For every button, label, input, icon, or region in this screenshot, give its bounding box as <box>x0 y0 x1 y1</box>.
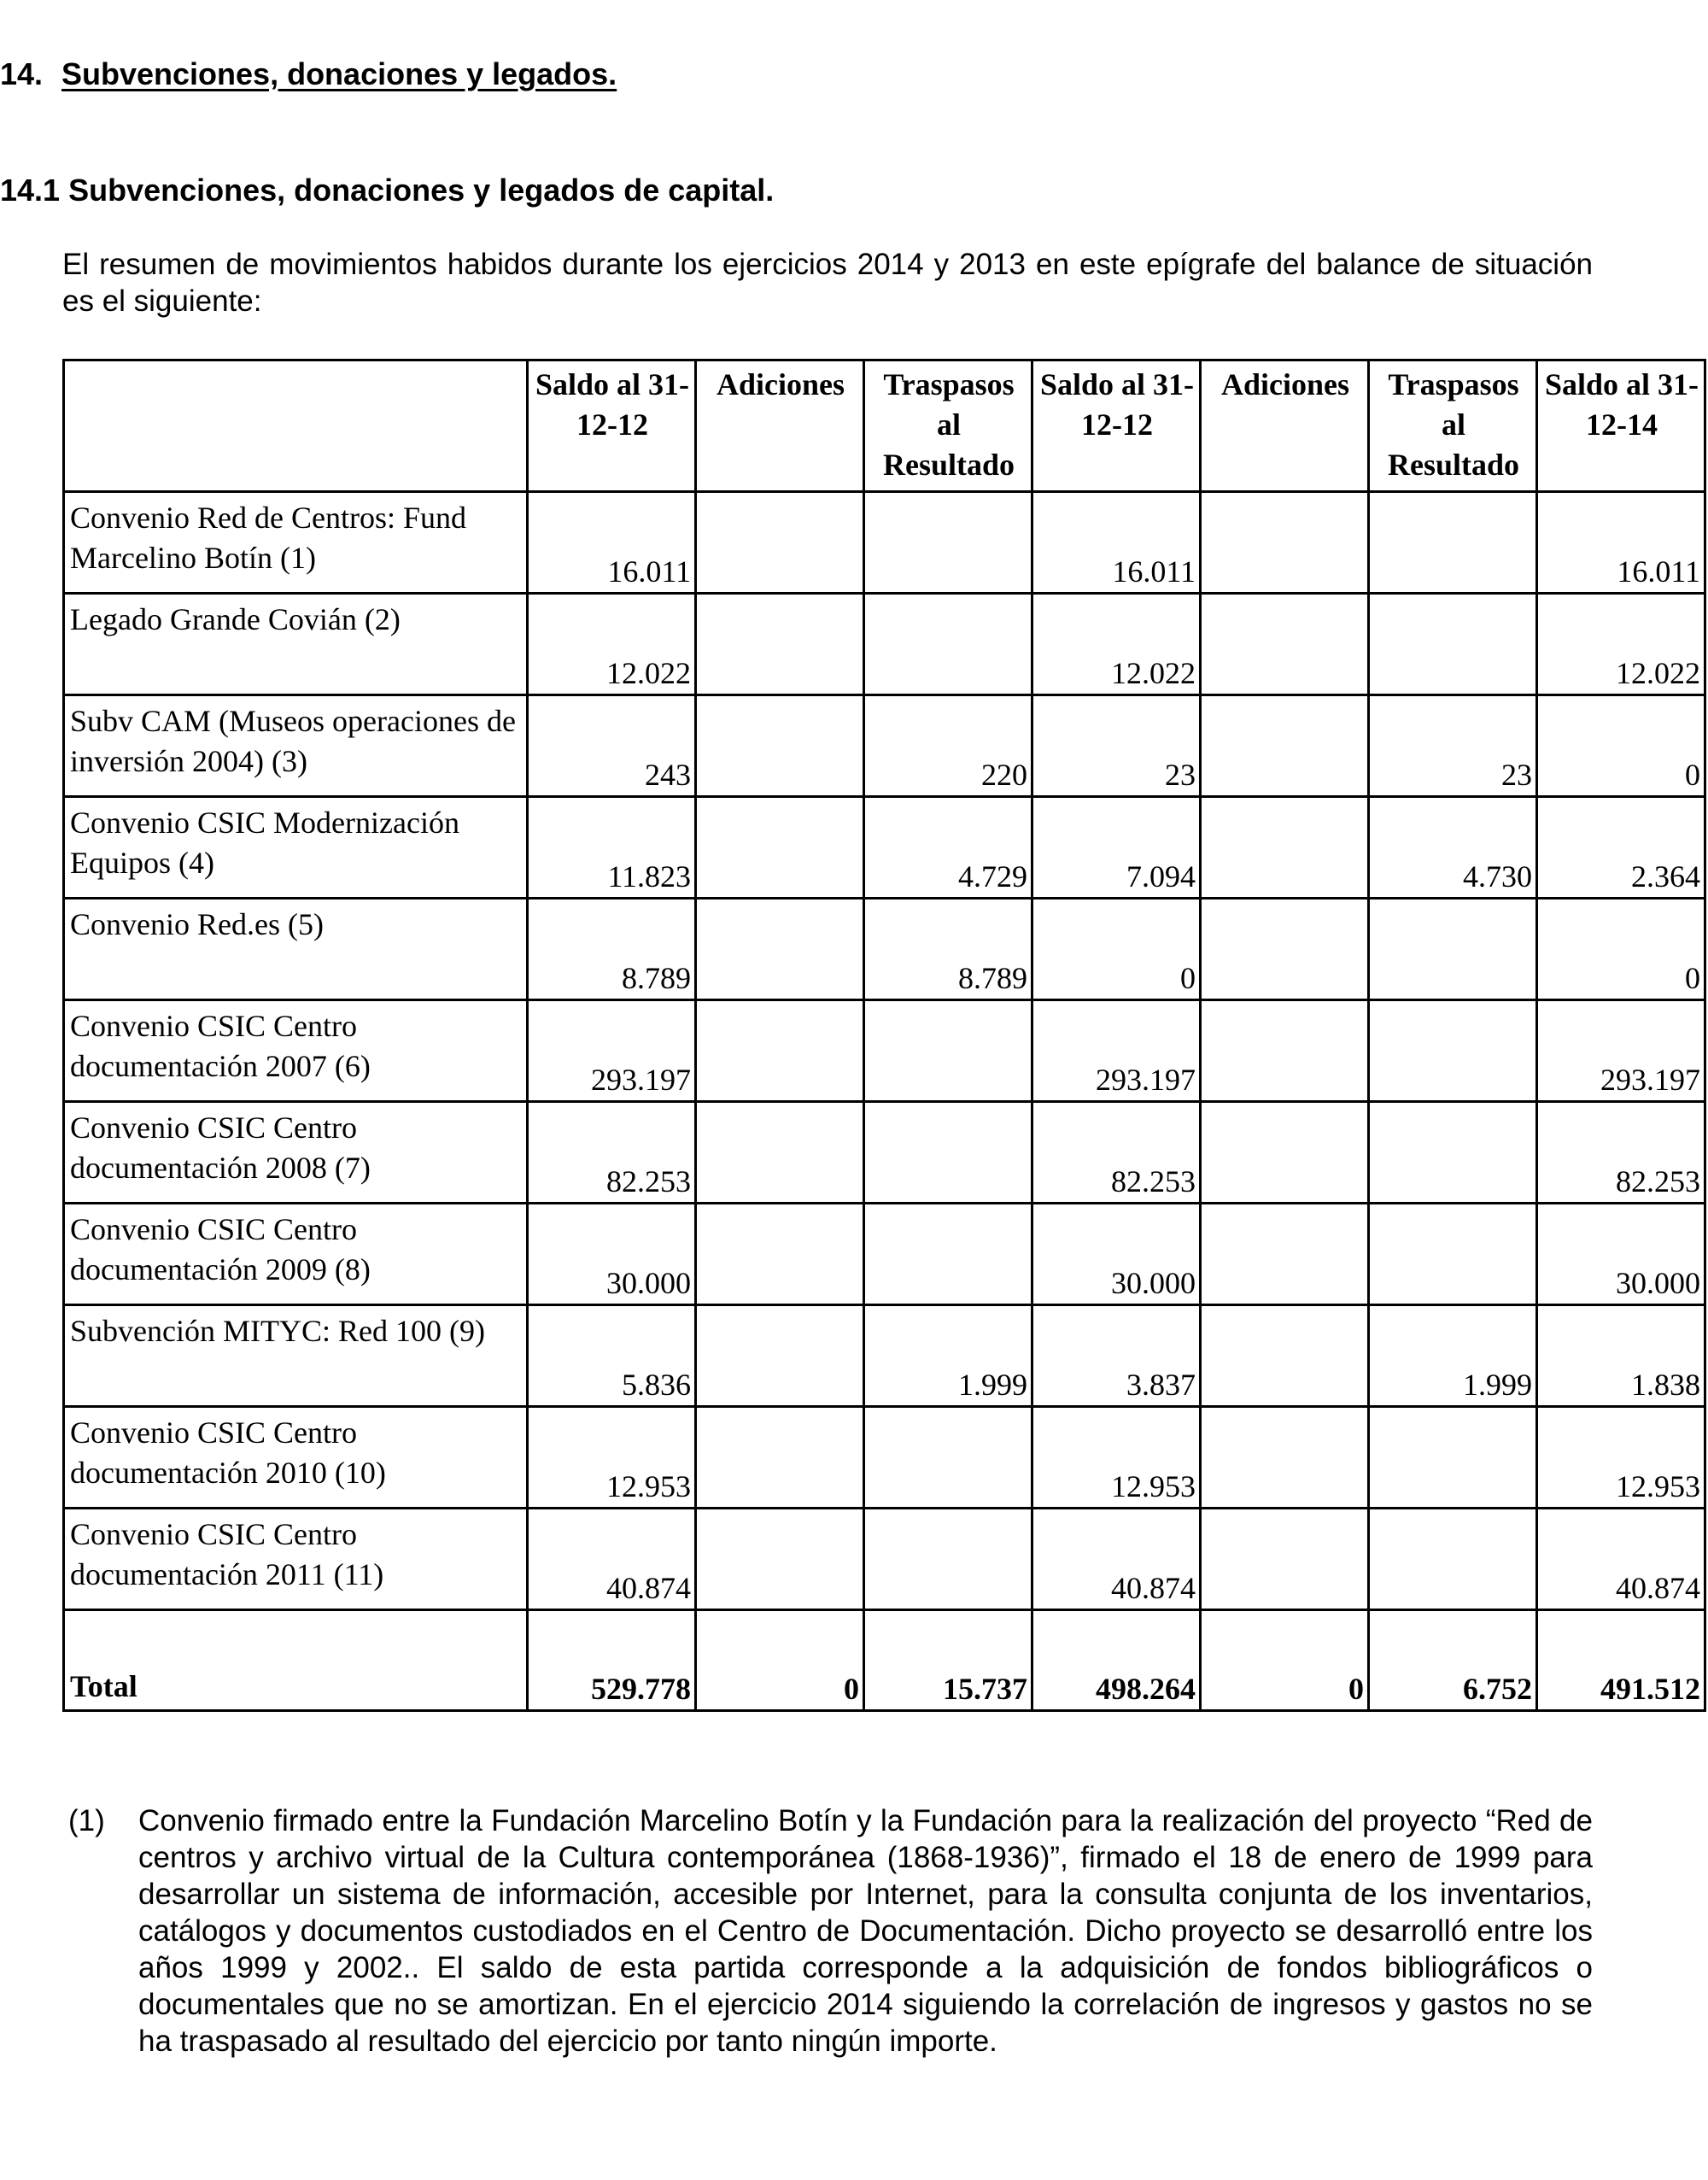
table-header-row <box>64 360 1705 492</box>
total-value-cell: 529.778 <box>528 1610 696 1711</box>
value-cell: 30.000 <box>528 1204 696 1305</box>
value-cell: 8.789 <box>864 899 1032 1000</box>
value-cell: 12.022 <box>528 594 696 695</box>
value-cell: 40.874 <box>1537 1509 1705 1610</box>
total-value-cell: 15.737 <box>864 1610 1032 1711</box>
value-cell: 82.253 <box>1032 1102 1201 1204</box>
value-cell: 4.729 <box>864 797 1032 899</box>
table-row <box>64 1102 1705 1204</box>
value-cell <box>1201 1407 1369 1509</box>
value-cell <box>1201 594 1369 695</box>
value-cell: 82.253 <box>1537 1102 1705 1204</box>
value-cell <box>1369 1509 1537 1610</box>
value-cell <box>864 1509 1032 1610</box>
value-cell: 82.253 <box>528 1102 696 1204</box>
table-row <box>64 1509 1705 1610</box>
table-row <box>64 492 1705 594</box>
column-header: Saldo al 31-12-12 <box>1032 360 1201 492</box>
value-cell <box>696 1102 864 1204</box>
value-cell: 1.999 <box>864 1305 1032 1407</box>
value-cell: 293.197 <box>1032 1000 1201 1102</box>
value-cell <box>864 492 1032 594</box>
value-cell <box>864 1000 1032 1102</box>
value-cell <box>696 492 864 594</box>
value-cell: 11.823 <box>528 797 696 899</box>
value-cell: 23 <box>1032 695 1201 797</box>
total-value-cell: 0 <box>696 1610 864 1711</box>
table-row <box>64 1000 1705 1102</box>
value-cell <box>864 1204 1032 1305</box>
value-cell <box>1201 1509 1369 1610</box>
value-cell: 0 <box>1032 899 1201 1000</box>
value-cell: 293.197 <box>1537 1000 1705 1102</box>
column-header: Saldo al 31-12-12 <box>528 360 696 492</box>
value-cell <box>1201 899 1369 1000</box>
row-label: Subvención MITYC: Red 100 (9) <box>64 1305 528 1407</box>
value-cell <box>1369 1204 1537 1305</box>
value-cell: 5.836 <box>528 1305 696 1407</box>
value-cell: 2.364 <box>1537 797 1705 899</box>
table-row <box>64 1204 1705 1305</box>
column-header: Saldo al 31-12-14 <box>1537 360 1705 492</box>
value-cell <box>1369 594 1537 695</box>
section-number: 14. <box>0 56 44 91</box>
value-cell <box>1201 695 1369 797</box>
value-cell: 7.094 <box>1032 797 1201 899</box>
footnote-marker: (1) <box>68 1804 105 1837</box>
value-cell <box>1201 797 1369 899</box>
value-cell <box>1369 899 1537 1000</box>
footnote-text: Convenio firmado entre la Fundación Marcelino Botín y la Fundación para la realización del proyecto “Red de centros y archivo virtual de la Cultura contemporánea (1868-1936)”, firmado el 18 de enero de 1999 para desarrollar un sistema de información, accesible por Internet, para la consulta conjunta de los inventarios, catálogos y documentos custodiados en el Centro de Documentación. Dicho proyecto se desarrolló entre los años 1999 y 2002.. El saldo de esta partida corresponde a la adquisición de fondos bibliográficos o documentales que no se amortizan. En el ejercicio 2014 siguiendo la correlación de ingresos y gastos no se ha traspasado al resultado del ejercicio por tanto ningún importe. <box>138 1804 1593 2058</box>
value-cell: 30.000 <box>1537 1204 1705 1305</box>
total-value-cell: 498.264 <box>1032 1610 1201 1711</box>
value-cell: 293.197 <box>528 1000 696 1102</box>
value-cell: 23 <box>1369 695 1537 797</box>
table-row <box>64 1407 1705 1509</box>
row-label: Convenio CSIC Centro documentación 2007 (6) <box>64 1000 528 1102</box>
table-total-row <box>64 1610 1705 1711</box>
value-cell <box>1369 1407 1537 1509</box>
value-cell: 16.011 <box>1537 492 1705 594</box>
footnote-1 <box>68 1802 1593 2060</box>
section-title: Subvenciones, donaciones y legados. <box>61 56 617 91</box>
value-cell <box>1201 1305 1369 1407</box>
column-header: Adiciones <box>1201 360 1369 492</box>
total-label: Total <box>64 1610 528 1711</box>
value-cell <box>696 1407 864 1509</box>
row-label: Convenio CSIC Centro documentación 2009 (8) <box>64 1204 528 1305</box>
row-label: Convenio Red de Centros: Fund Marcelino Botín (1) <box>64 492 528 594</box>
value-cell: 12.953 <box>1537 1407 1705 1509</box>
value-cell <box>1369 1000 1537 1102</box>
value-cell: 3.837 <box>1032 1305 1201 1407</box>
value-cell <box>696 899 864 1000</box>
value-cell: 4.730 <box>1369 797 1537 899</box>
value-cell <box>1369 492 1537 594</box>
header-blank-cell <box>64 360 528 492</box>
row-label: Subv CAM (Museos operaciones de inversión 2004) (3) <box>64 695 528 797</box>
value-cell <box>1201 1000 1369 1102</box>
total-value-cell: 0 <box>1201 1610 1369 1711</box>
intro-paragraph: El resumen de movimientos habidos durante los ejercicios 2014 y 2013 en este epígrafe del balance de situación es el siguiente: <box>62 248 1593 318</box>
table-row <box>64 594 1705 695</box>
table-row <box>64 1305 1705 1407</box>
value-cell <box>1201 492 1369 594</box>
value-cell: 12.022 <box>1537 594 1705 695</box>
total-value-cell: 491.512 <box>1537 1610 1705 1711</box>
subsection-title: 14.1 Subvenciones, donaciones y legados de capital. <box>0 173 775 208</box>
row-label: Legado Grande Covián (2) <box>64 594 528 695</box>
value-cell: 12.953 <box>528 1407 696 1509</box>
column-header: Adiciones <box>696 360 864 492</box>
table-row <box>64 695 1705 797</box>
row-label: Convenio CSIC Modernización Equipos (4) <box>64 797 528 899</box>
row-label: Convenio Red.es (5) <box>64 899 528 1000</box>
value-cell <box>1369 1102 1537 1204</box>
value-cell: 30.000 <box>1032 1204 1201 1305</box>
column-header: Traspasos al Resultado <box>864 360 1032 492</box>
value-cell <box>696 1204 864 1305</box>
value-cell: 0 <box>1537 695 1705 797</box>
column-header: Traspasos al Resultado <box>1369 360 1537 492</box>
value-cell: 0 <box>1537 899 1705 1000</box>
value-cell <box>696 695 864 797</box>
value-cell: 12.022 <box>1032 594 1201 695</box>
movements-table <box>62 359 1706 1712</box>
value-cell <box>864 594 1032 695</box>
value-cell <box>1201 1204 1369 1305</box>
value-cell: 12.953 <box>1032 1407 1201 1509</box>
value-cell <box>864 1407 1032 1509</box>
value-cell <box>696 594 864 695</box>
value-cell: 16.011 <box>528 492 696 594</box>
value-cell <box>864 1102 1032 1204</box>
row-label: Convenio CSIC Centro documentación 2011 (11) <box>64 1509 528 1610</box>
value-cell: 40.874 <box>1032 1509 1201 1610</box>
value-cell: 243 <box>528 695 696 797</box>
row-label: Convenio CSIC Centro documentación 2008 (7) <box>64 1102 528 1204</box>
value-cell <box>696 1509 864 1610</box>
value-cell: 16.011 <box>1032 492 1201 594</box>
value-cell <box>1201 1102 1369 1204</box>
value-cell: 40.874 <box>528 1509 696 1610</box>
value-cell: 1.838 <box>1537 1305 1705 1407</box>
section-heading <box>0 56 617 92</box>
table-row <box>64 899 1705 1000</box>
value-cell <box>696 797 864 899</box>
value-cell: 8.789 <box>528 899 696 1000</box>
value-cell <box>696 1000 864 1102</box>
row-label: Convenio CSIC Centro documentación 2010 (10) <box>64 1407 528 1509</box>
value-cell: 220 <box>864 695 1032 797</box>
value-cell: 1.999 <box>1369 1305 1537 1407</box>
table-row <box>64 797 1705 899</box>
value-cell <box>696 1305 864 1407</box>
total-value-cell: 6.752 <box>1369 1610 1537 1711</box>
